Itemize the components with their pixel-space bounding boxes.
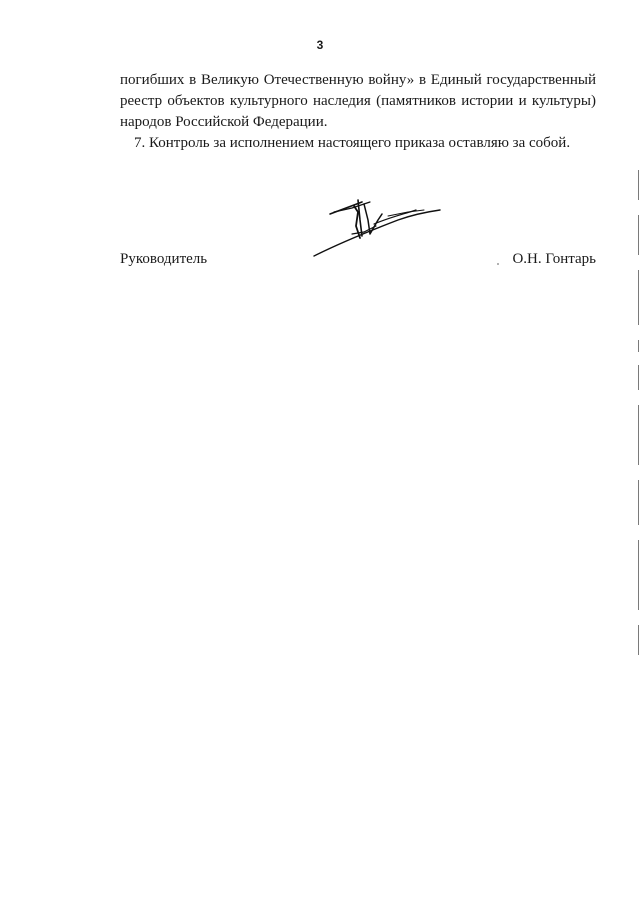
signatory-position: Руководитель: [120, 251, 208, 267]
scan-edge-mark: [636, 170, 640, 660]
page-number: 3: [316, 38, 324, 52]
signature-block: [120, 248, 596, 270]
paragraph-item-7: 7. Контроль за исполнением настоящего приказа оставляю за собой.: [134, 135, 571, 151]
document-body: [120, 70, 596, 154]
signatory-name: О.Н. Гонтарь: [512, 251, 596, 267]
scan-speck: [497, 263, 499, 265]
paragraph-continuation: погибших в Великую Отечественную войну» в Единый государственный реестр объектов культурного наследия (памятников истории и культуры) народов Российской Федерации.: [120, 72, 596, 130]
